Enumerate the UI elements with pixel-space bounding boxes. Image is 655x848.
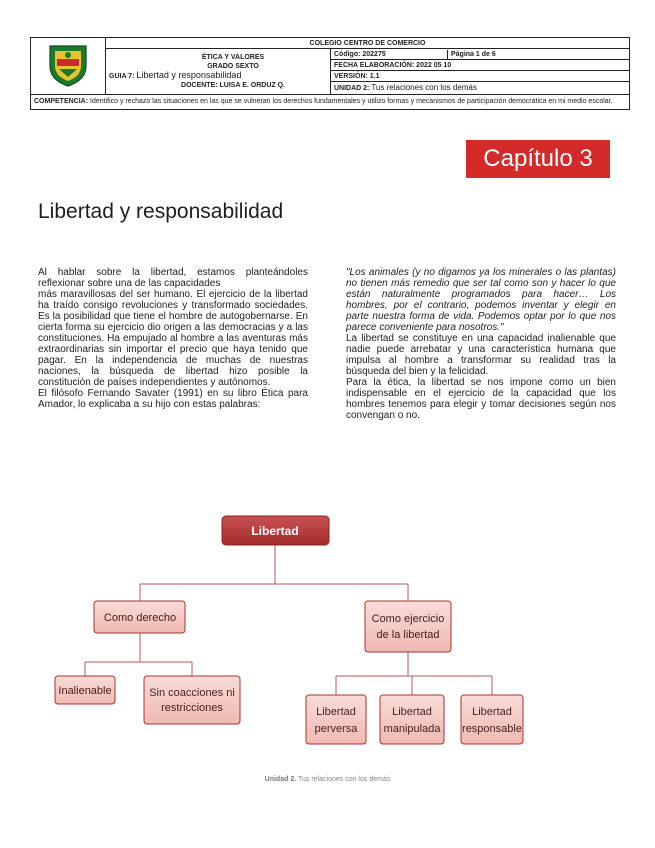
node-sin-coacciones xyxy=(144,676,240,724)
freedom-concept-diagram xyxy=(0,500,655,760)
school-name: COLEGIO CENTRO DE COMERCIO xyxy=(106,38,630,49)
unit xyxy=(331,82,630,95)
node-libertad-manipulada xyxy=(380,695,444,744)
page-number: Página 1 de 6 xyxy=(451,50,496,58)
node-libertad-label: Libertad xyxy=(251,524,299,538)
grade: GRADO SEXTO xyxy=(207,63,259,70)
node-libertad-perversa-label-1: Libertad xyxy=(316,706,356,718)
right-paragraph-2: Para la ética, la libertad se nos impone como un bien indispensable en el ejercicio de la capacidad que los hombres tenemos para elegir y tomar decisiones según nos convengan o no. xyxy=(346,377,616,421)
node-libertad-responsable-label-1: Libertad xyxy=(472,706,512,718)
left-paragraph-2: más maravillosas del ser humano. El ejercicio de la libertad ha traído consigo revoluciones y transformado sociedades. Es la posibilidad que tiene el hombre de autogobernarse. En cierta forma su ejercicio dio origen a las democracias y a las constituciones. Ha empujado al hombre a las aventuras más extraordinarias sin importar el precio que haya tenido que pagar. En la independencia de muchas de nuestras naciones, la búsqueda de libertad hizo posible la constitución de países independientes y autónomos. xyxy=(38,289,308,388)
node-libertad-responsable xyxy=(461,695,523,744)
savater-quote: "Los animales (y no digamos ya los minerales o las plantas) no tienen más remedio que ser tal como son y hacer lo que están naturalmente programados para hacer… Los hombres, por el contrario, podemos inventar y elegir en parte nuestra forma de vida. Podemos optar por lo que nos parece conveniente para nosotros." xyxy=(346,267,616,333)
chapter-badge: Capítulo 3 xyxy=(466,140,610,178)
node-sin-coacciones-label-1: Sin coacciones ni xyxy=(149,687,235,699)
guide-line xyxy=(109,71,327,81)
guide-info xyxy=(106,49,331,95)
competence xyxy=(31,95,630,110)
right-paragraph-1: La libertad se constituye en una capacidad inalienable que nadie puede arrebatar y una característica humana que impulsa al hombre a transformar su realidad tras la búsqueda del bien y la felicidad. xyxy=(346,333,616,377)
left-column xyxy=(38,267,308,410)
subject: ÉTICA Y VALORES xyxy=(201,54,265,61)
school-logo xyxy=(31,38,106,95)
node-como-ejercicio-label-2: de la libertad xyxy=(376,629,440,641)
date: FECHA ELABORACIÓN: 2022 05 10 xyxy=(331,60,630,71)
footer-unit-text: Tus relaciones con los demás xyxy=(298,776,391,783)
competence-text: Identifico y rechazo las situaciones en las que se vulneran los derechos fundamentales y utilizo formas y mecanismos de participación democrática en mi medio escolar. xyxy=(90,98,613,105)
unit-label: UNIDAD 2: xyxy=(334,85,370,92)
page-title: Libertad y responsabilidad xyxy=(38,200,284,223)
version: VERSIÓN: 1.1 xyxy=(331,71,630,82)
left-paragraph-1: Al hablar sobre la libertad, estamos planteándoles reflexionar sobre una de las capacidades xyxy=(38,267,308,289)
competence-label: COMPETENCIA: xyxy=(34,98,89,105)
code: Código: 202275 xyxy=(331,50,448,59)
node-libertad-manipulada-label-1: Libertad xyxy=(392,706,432,718)
guide-label: GUIA 7: xyxy=(109,73,135,80)
teacher: DOCENTE: LUISA E. ORDUZ Q. xyxy=(181,82,285,89)
left-paragraph-3: El filósofo Fernando Savater (1991) en su libro Ética para Amador, lo explicaba a su hijo con estas palabras: xyxy=(38,388,308,410)
node-como-ejercicio xyxy=(365,601,451,652)
right-column xyxy=(346,267,616,421)
page-footer xyxy=(0,776,655,783)
code-row xyxy=(331,49,630,60)
node-libertad-responsable-label-2: responsable xyxy=(462,723,522,735)
node-libertad-manipulada-label-2: manipulada xyxy=(383,723,441,735)
node-como-derecho-label: Como derecho xyxy=(103,612,177,624)
guide-title: Libertad y responsabilidad xyxy=(136,70,242,80)
header-table xyxy=(30,37,630,110)
footer-unit-label: Unidad 2. xyxy=(264,776,297,783)
node-como-ejercicio-label-1: Como ejercicio xyxy=(371,613,445,625)
unit-title: Tus relaciones con los demás xyxy=(371,83,477,92)
node-libertad-perversa-label-2: perversa xyxy=(314,723,358,735)
school-crest-icon xyxy=(47,42,89,88)
node-libertad-perversa xyxy=(306,695,366,744)
node-sin-coacciones-label-2: restricciones xyxy=(161,702,223,714)
node-inalienable-label: Inalienable xyxy=(58,685,112,697)
